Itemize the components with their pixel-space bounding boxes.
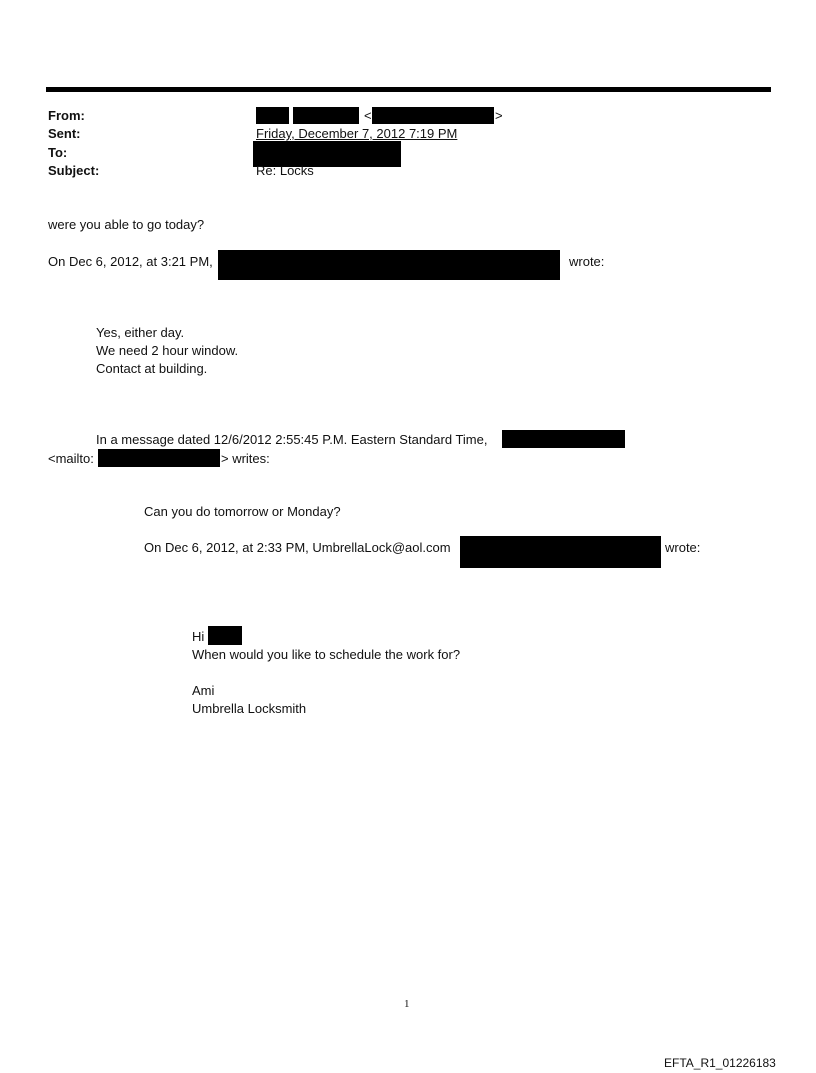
redaction-quote2-sender [502,430,625,448]
page-number: 1 [404,998,410,1010]
quote3-wrote: wrote: [665,540,701,555]
quote1-wrote: wrote: [569,254,605,269]
sent-label: Sent: [48,126,81,141]
signature-name: Ami [192,683,215,698]
from-label: From: [48,108,85,123]
reply-line-3: Contact at building. [96,361,208,376]
subject-value: Re: Locks [256,163,314,178]
to-label: To: [48,145,68,160]
quote2-intro: In a message dated 12/6/2012 2:55:45 P.M. Eastern Standard Time, [96,432,488,447]
signature-company: Umbrella Locksmith [192,701,307,716]
redaction-greeting-name [208,626,242,645]
sent-value: Friday, December 7, 2012 7:19 PM [256,126,458,141]
question-line: Can you do tomorrow or Monday? [144,504,341,519]
bates-id: EFTA_R1_01226183 [664,1056,776,1070]
header-rule [46,87,771,92]
quote1-intro: On Dec 6, 2012, at 3:21 PM, [48,254,213,269]
redaction-from-first [256,107,289,124]
from-angle-open: < [364,108,372,123]
redaction-from-email [372,107,494,124]
greeting-hi: Hi [192,629,205,644]
subject-label: Subject: [48,163,100,178]
reply-line-1: Yes, either day. [96,325,185,340]
quote3-intro: On Dec 6, 2012, at 2:33 PM, UmbrellaLock@aol.com [144,540,451,555]
schedule-line: When would you like to schedule the work for? [192,647,461,662]
from-angle-close: > [495,108,503,123]
redaction-quote3-email [460,536,661,568]
redaction-quote1-sender [218,250,560,280]
redaction-quote2-email [98,449,220,467]
reply-line-2: We need 2 hour window. [96,343,239,358]
body-line-1: were you able to go today? [48,217,205,232]
redaction-from-last [293,107,359,124]
quote2-mailto: <mailto: [48,451,94,466]
quote2-writes: > writes: [221,451,270,466]
